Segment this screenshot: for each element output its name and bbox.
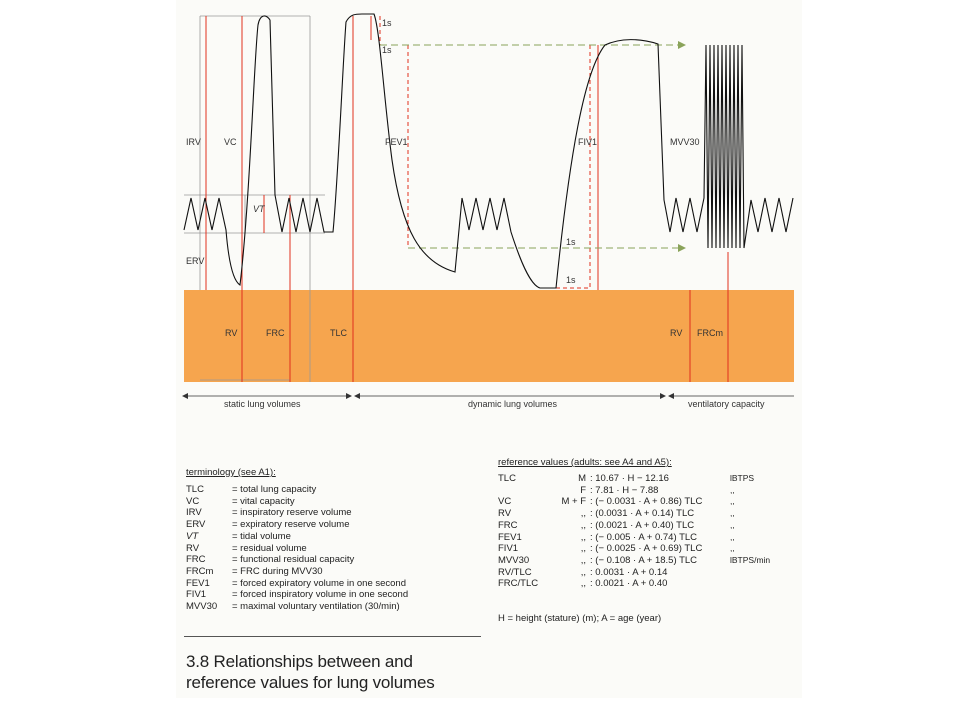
ref-row <box>498 532 790 544</box>
term-abbr: RV <box>186 542 200 554</box>
ref-unit: ,, <box>730 508 735 519</box>
ref-unit: ,, <box>730 531 735 542</box>
figure-title-line-2: reference values for lung volumes <box>186 673 435 692</box>
ref-name: TLC <box>498 473 516 484</box>
ref-unit: lBTPS/min <box>730 554 771 565</box>
ref-sex: M + F <box>561 496 586 508</box>
ref-row <box>498 508 790 520</box>
band-label-tlc: TLC <box>330 328 348 338</box>
ref-sex: F <box>580 484 586 496</box>
ref-unit: ,, <box>730 496 735 507</box>
ref-sex: ,, <box>580 554 586 566</box>
ref-sex: ,, <box>580 531 586 543</box>
ref-formula: : (− 0.0025 · A + 0.69) TLC <box>590 543 703 555</box>
term-abbr: VC <box>186 495 200 507</box>
ref-formula: : 0.0031 · A + 0.14 <box>590 566 668 578</box>
time-mark-1: 1s <box>382 18 392 28</box>
term-abbr: TLC <box>186 484 204 495</box>
ref-row <box>498 543 790 555</box>
term-def: = maximal voluntary ventilation (30/min) <box>232 601 400 613</box>
label-fiv1: FIV1 <box>578 137 598 147</box>
ref-formula: : (− 0.005 · A + 0.74) TLC <box>590 531 698 543</box>
term-row <box>186 496 408 508</box>
ref-formula: : (− 0.0031 · A + 0.86) TLC <box>590 496 703 508</box>
ref-unit <box>730 578 790 590</box>
label-mvv30: MVV30 <box>670 137 700 147</box>
ref-name: FRC <box>498 519 518 531</box>
ref-formula: : 7.81 · H − 7.88 <box>590 484 659 496</box>
ref-name: FEV1 <box>498 531 522 543</box>
term-def: = functional residual capacity <box>232 554 355 566</box>
volume-curve <box>184 14 793 288</box>
label-erv: ERV <box>186 256 205 266</box>
ref-sex: ,, <box>580 543 586 555</box>
term-def: = tidal volume <box>232 530 291 542</box>
term-abbr: MVV30 <box>186 601 218 613</box>
ref-sex: ,, <box>580 508 586 520</box>
ref-formula: : (0.0021 · A + 0.40) TLC <box>590 519 695 531</box>
term-def: = inspiratory reserve volume <box>232 507 352 519</box>
term-row <box>186 589 408 601</box>
term-def: = vital capacity <box>232 495 295 507</box>
ref-name: VC <box>498 496 512 508</box>
figure-title <box>186 651 435 693</box>
term-row <box>186 566 408 578</box>
term-row <box>186 601 408 613</box>
green-dashed-levels <box>380 45 680 248</box>
term-def: = FRC during MVV30 <box>232 565 323 577</box>
ref-name: FIV1 <box>498 543 519 555</box>
red-dashed-lines <box>380 16 590 288</box>
reference-title: reference values (adults: see A4 and A5): <box>498 457 672 468</box>
band-label-frcm: FRCm <box>697 328 723 338</box>
term-abbr: IRV <box>186 507 202 519</box>
figure-title-line-1: 3.8 Relationships between and <box>186 652 413 671</box>
ref-row <box>498 578 790 590</box>
reference-list <box>498 473 790 590</box>
band-label-frc: FRC <box>266 328 285 338</box>
ref-sex: ,, <box>580 566 586 578</box>
term-def: = total lung capacity <box>232 484 317 495</box>
ref-name: RV/TLC <box>498 566 532 578</box>
ref-name: MVV30 <box>498 554 530 566</box>
ref-unit <box>730 567 790 579</box>
section-static: static lung volumes <box>224 399 301 409</box>
time-mark-2: 1s <box>382 45 392 55</box>
ref-sex: ,, <box>580 578 586 590</box>
reference-note: H = height (stature) (m); A = age (year) <box>498 613 662 624</box>
ref-formula: : (− 0.108 · A + 18.5) TLC <box>590 554 698 566</box>
section-dynamic: dynamic lung volumes <box>468 399 558 409</box>
ref-formula: : 10.67 · H − 12.16 <box>590 473 669 484</box>
term-abbr: VT <box>186 530 199 542</box>
ref-row <box>498 496 790 508</box>
term-abbr: FRC <box>186 554 206 566</box>
section-ventilatory: ventilatory capacity <box>688 399 765 409</box>
term-row <box>186 484 408 496</box>
ref-unit: lBTPS <box>730 473 755 483</box>
ref-row <box>498 567 790 579</box>
ref-unit: ,, <box>730 519 735 530</box>
term-row <box>186 578 408 590</box>
term-def: = expiratory reserve volume <box>232 519 350 531</box>
terminology-list <box>186 484 408 613</box>
ref-unit: ,, <box>730 484 735 495</box>
term-row <box>186 507 408 519</box>
term-abbr: ERV <box>186 519 206 531</box>
ref-row <box>498 520 790 532</box>
label-irv: IRV <box>186 137 201 147</box>
ref-unit: ,, <box>730 543 735 554</box>
term-def: = residual volume <box>232 542 307 554</box>
ref-row <box>498 485 790 497</box>
terminology-title: terminology (see A1): <box>186 467 276 478</box>
term-def: = forced expiratory volume in one second <box>232 577 407 589</box>
term-abbr: FIV1 <box>186 589 207 601</box>
term-row <box>186 531 408 543</box>
time-mark-4: 1s <box>566 275 576 285</box>
ref-name <box>498 485 556 497</box>
title-divider <box>184 636 481 637</box>
label-vt: VT <box>253 204 265 214</box>
term-def: = forced inspiratory volume in one second <box>232 589 409 601</box>
label-vc: VC <box>224 137 237 147</box>
ref-name: FRC/TLC <box>498 578 539 590</box>
term-abbr: FRCm <box>186 565 214 577</box>
ref-formula: : 0.0021 · A + 0.40 <box>590 578 668 590</box>
time-mark-3: 1s <box>566 237 576 247</box>
ref-sex: ,, <box>580 519 586 531</box>
term-abbr: FEV1 <box>186 577 210 589</box>
label-fev1: FEV1 <box>385 137 408 147</box>
term-row <box>186 519 408 531</box>
band-label-rv: RV <box>225 328 238 338</box>
term-row <box>186 543 408 555</box>
ref-name: RV <box>498 508 512 520</box>
ref-sex: M <box>578 473 586 484</box>
ref-row <box>498 555 790 567</box>
ref-row <box>498 473 790 485</box>
band-label-rv-2: RV <box>670 328 683 338</box>
term-row <box>186 554 408 566</box>
ref-formula: : (0.0031 · A + 0.14) TLC <box>590 508 695 520</box>
